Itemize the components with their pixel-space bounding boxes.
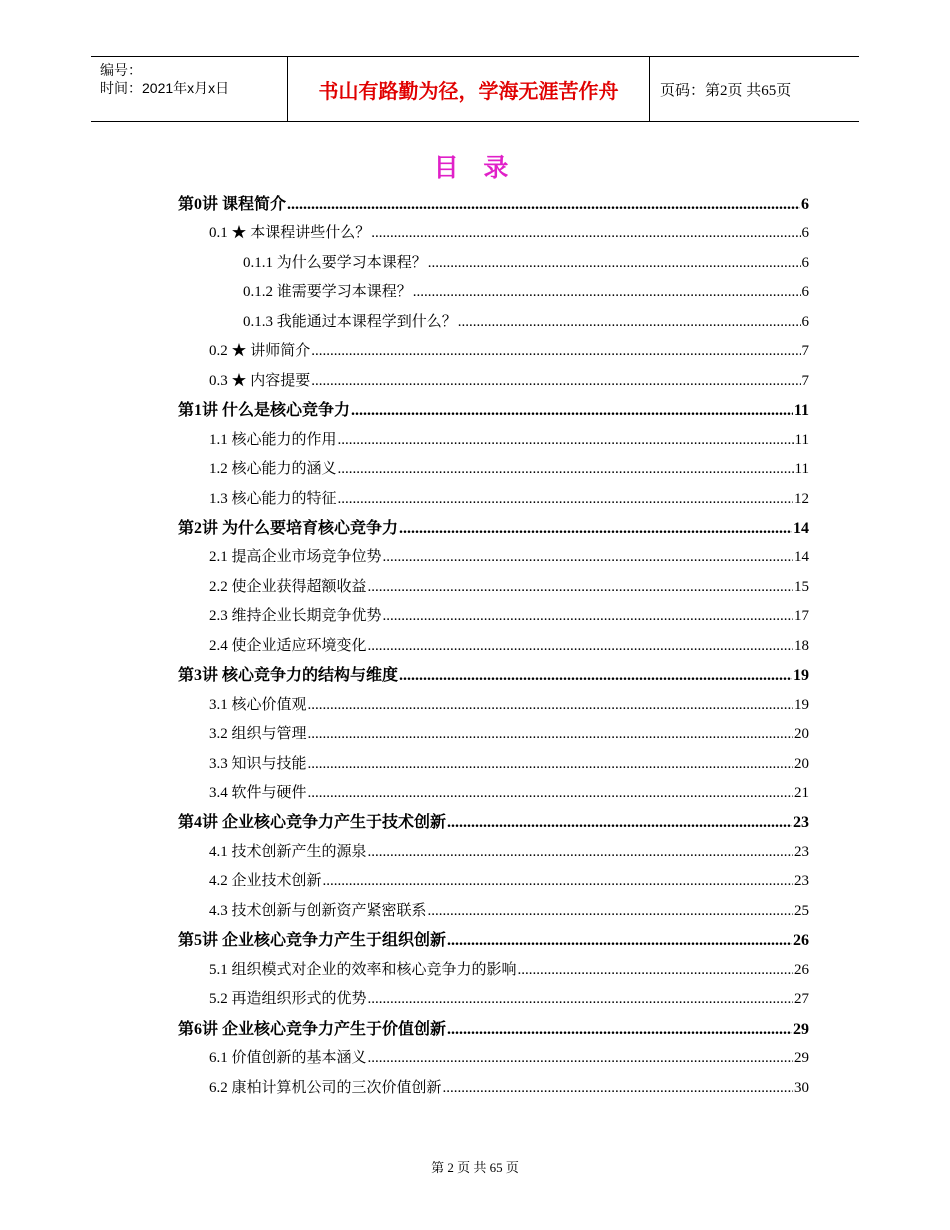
toc-entry-page: 26 bbox=[793, 932, 809, 950]
toc-entry[interactable] bbox=[209, 750, 809, 779]
toc-entry-page: 19 bbox=[793, 667, 809, 685]
toc-entry[interactable] bbox=[178, 514, 809, 543]
toc-entry-page: 12 bbox=[794, 490, 809, 507]
toc-entry[interactable] bbox=[178, 926, 809, 955]
toc-entry-page: 6 bbox=[801, 254, 809, 271]
toc-entry-page: 30 bbox=[794, 1079, 809, 1096]
toc-entry-page: 6 bbox=[801, 225, 809, 242]
toc-entry-page: 15 bbox=[794, 578, 809, 595]
toc-entry-text: 5.1 组织模式对企业的效率和核心竞争力的影响 bbox=[209, 961, 517, 978]
toc-entry[interactable] bbox=[243, 249, 809, 278]
toc-leader-dots bbox=[308, 750, 793, 779]
toc-entry-page: 7 bbox=[801, 343, 809, 360]
toc-entry[interactable] bbox=[209, 367, 809, 396]
toc-leader-dots bbox=[338, 485, 793, 514]
toc-entry-text: 3.4 软件与硬件 bbox=[209, 785, 307, 801]
toc-entry-page: 17 bbox=[794, 608, 809, 625]
toc-entry[interactable] bbox=[209, 573, 809, 602]
toc-leader-dots bbox=[368, 838, 793, 867]
toc-entry-page: 6 bbox=[801, 313, 809, 330]
toc-entry-page: 23 bbox=[794, 873, 809, 890]
toc-entry-page: 27 bbox=[794, 991, 809, 1008]
toc-leader-dots bbox=[311, 367, 800, 396]
toc-entry-text: 第2讲 为什么要培育核心竞争力 bbox=[178, 519, 399, 537]
toc-entry[interactable] bbox=[209, 956, 809, 985]
toc-entry[interactable] bbox=[209, 485, 809, 514]
toc-entry-page: 20 bbox=[794, 755, 809, 772]
toc-leader-dots bbox=[338, 426, 794, 455]
toc-entry-text: 2.2 使企业获得超额收益 bbox=[209, 578, 367, 595]
toc-leader-dots bbox=[428, 897, 793, 926]
page-header bbox=[91, 56, 859, 122]
toc-entry-page: 14 bbox=[794, 549, 809, 566]
toc-entry-text: 4.2 企业技术创新 bbox=[209, 873, 322, 890]
toc-entry-text: 5.2 再造组织形式的优势 bbox=[209, 991, 367, 1008]
toc-entry-page: 25 bbox=[794, 902, 809, 919]
toc-entry[interactable] bbox=[209, 897, 809, 926]
toc-leader-dots bbox=[311, 337, 800, 366]
toc-entry-text: 2.3 维持企业长期竞争优势 bbox=[209, 608, 382, 625]
toc-entry-text: 0.3 ★ 内容提要 bbox=[209, 372, 311, 389]
toc-entry[interactable] bbox=[209, 985, 809, 1014]
toc-entry-text: 第0讲 课程简介 bbox=[178, 196, 287, 213]
toc-entry-page: 11 bbox=[794, 461, 809, 478]
toc-entry[interactable] bbox=[209, 455, 809, 484]
toc-entry-page: 14 bbox=[793, 519, 809, 537]
toc-leader-dots bbox=[287, 190, 800, 219]
toc-entry[interactable] bbox=[243, 308, 809, 337]
toc-entry-text: 第6讲 企业核心竞争力产生于价值创新 bbox=[178, 1020, 447, 1038]
header-meta bbox=[91, 57, 287, 121]
toc-entry-page: 6 bbox=[801, 196, 809, 213]
toc-entry-text: 0.2 ★ 讲师简介 bbox=[209, 343, 311, 360]
toc-leader-dots bbox=[447, 926, 792, 955]
toc-entry[interactable] bbox=[209, 602, 809, 631]
toc-leader-dots bbox=[447, 1015, 792, 1044]
toc-leader-dots bbox=[428, 249, 801, 278]
toc-entry-text: 0.1.2 谁需要学习本课程？ bbox=[243, 284, 412, 301]
toc-entry[interactable] bbox=[209, 1044, 809, 1073]
header-page-code: 页码：第2页 共65页 bbox=[660, 82, 792, 99]
toc-entry-page: 7 bbox=[801, 372, 809, 389]
toc-entry[interactable] bbox=[209, 426, 809, 455]
toc-entry-page: 29 bbox=[793, 1020, 809, 1038]
toc-entry-page: 29 bbox=[794, 1050, 809, 1067]
serial-label: 编号： bbox=[100, 62, 142, 78]
toc-leader-dots bbox=[383, 543, 793, 572]
toc-entry-text: 4.3 技术创新与创新资产紧密联系 bbox=[209, 902, 427, 919]
toc-entry[interactable] bbox=[209, 838, 809, 867]
toc-leader-dots bbox=[458, 308, 801, 337]
toc-entry-text: 2.1 提高企业市场竞争位势 bbox=[209, 549, 382, 566]
toc-entry[interactable] bbox=[209, 691, 809, 720]
toc-entry-page: 23 bbox=[794, 843, 809, 860]
toc-entry-page: 19 bbox=[794, 696, 809, 713]
toc-leader-dots bbox=[308, 779, 793, 808]
time-label: 时间：2021年x月x日 bbox=[100, 80, 230, 96]
toc-entry-page: 18 bbox=[794, 637, 809, 654]
toc-entry-page: 6 bbox=[801, 284, 809, 301]
toc-entry-text: 3.2 组织与管理 bbox=[209, 726, 307, 743]
toc-entry[interactable] bbox=[178, 396, 809, 425]
toc-leader-dots bbox=[368, 632, 793, 661]
toc-entry[interactable] bbox=[178, 1015, 809, 1044]
toc-entry[interactable] bbox=[209, 867, 809, 896]
toc-entry-text: 0.1 ★ 本课程讲些什么？ bbox=[209, 225, 371, 242]
toc-leader-dots bbox=[399, 514, 792, 543]
toc-entry[interactable] bbox=[209, 779, 809, 808]
toc-entry[interactable] bbox=[209, 337, 809, 366]
toc-leader-dots bbox=[413, 278, 801, 307]
toc-entry-text: 6.2 康柏计算机公司的三次价值创新 bbox=[209, 1079, 442, 1096]
toc-entry[interactable] bbox=[243, 278, 809, 307]
toc-entry-text: 0.1.3 我能通过本课程学到什么？ bbox=[243, 313, 457, 330]
toc-leader-dots bbox=[368, 985, 793, 1014]
toc-entry[interactable] bbox=[178, 190, 809, 219]
toc-leader-dots bbox=[368, 573, 793, 602]
toc-entry-text: 第4讲 企业核心竞争力产生于技术创新 bbox=[178, 814, 447, 832]
toc-entry[interactable] bbox=[209, 632, 809, 661]
toc-entry-text: 1.2 核心能力的涵义 bbox=[209, 461, 337, 478]
page-footer: 第 2 页 共 65 页 bbox=[431, 1160, 519, 1175]
toc-entry-text: 2.4 使企业适应环境变化 bbox=[209, 637, 367, 654]
toc-entry-text: 1.1 核心能力的作用 bbox=[209, 431, 337, 448]
toc-entry-page: 11 bbox=[794, 431, 809, 448]
toc-leader-dots bbox=[368, 1044, 793, 1073]
toc-leader-dots bbox=[323, 867, 793, 896]
toc-entry-text: 0.1.1 为什么要学习本课程？ bbox=[243, 254, 427, 271]
toc-leader-dots bbox=[308, 691, 793, 720]
toc-leader-dots bbox=[338, 455, 794, 484]
toc-leader-dots bbox=[371, 219, 800, 248]
toc-entry-text: 3.3 知识与技能 bbox=[209, 755, 307, 772]
toc-entry-page: 26 bbox=[794, 961, 809, 978]
toc-entry-text: 第3讲 核心竞争力的结构与维度 bbox=[178, 667, 399, 685]
toc-entry-text: 1.3 核心能力的特征 bbox=[209, 490, 337, 507]
toc-entry-page: 20 bbox=[794, 726, 809, 743]
toc-leader-dots bbox=[383, 602, 793, 631]
toc-entry[interactable] bbox=[178, 661, 809, 690]
toc-entry-text: 4.1 技术创新产生的源泉 bbox=[209, 843, 367, 860]
toc-leader-dots bbox=[443, 1074, 793, 1103]
toc-entry-page: 21 bbox=[794, 785, 809, 801]
toc-entry-page: 11 bbox=[793, 402, 809, 420]
toc-leader-dots bbox=[518, 956, 793, 985]
header-motto: 书山有路勤为径，学海无涯苦作舟 bbox=[287, 57, 650, 121]
toc-entry[interactable] bbox=[209, 720, 809, 749]
toc-entry-page: 23 bbox=[793, 814, 809, 832]
toc-title: 目 录 bbox=[433, 153, 517, 182]
toc-entry[interactable] bbox=[209, 219, 809, 248]
toc-entry-text: 第5讲 企业核心竞争力产生于组织创新 bbox=[178, 932, 447, 950]
toc-entry[interactable] bbox=[209, 1074, 809, 1103]
toc-entry-text: 3.1 核心价值观 bbox=[209, 696, 307, 713]
toc-leader-dots bbox=[399, 661, 792, 690]
toc-leader-dots bbox=[351, 396, 793, 425]
toc-entry-text: 第1讲 什么是核心竞争力 bbox=[178, 402, 351, 420]
toc-leader-dots bbox=[308, 720, 793, 749]
toc-entry-text: 6.1 价值创新的基本涵义 bbox=[209, 1050, 367, 1067]
toc-leader-dots bbox=[447, 808, 792, 837]
toc-entry[interactable] bbox=[178, 808, 809, 837]
toc-entry[interactable] bbox=[209, 543, 809, 572]
